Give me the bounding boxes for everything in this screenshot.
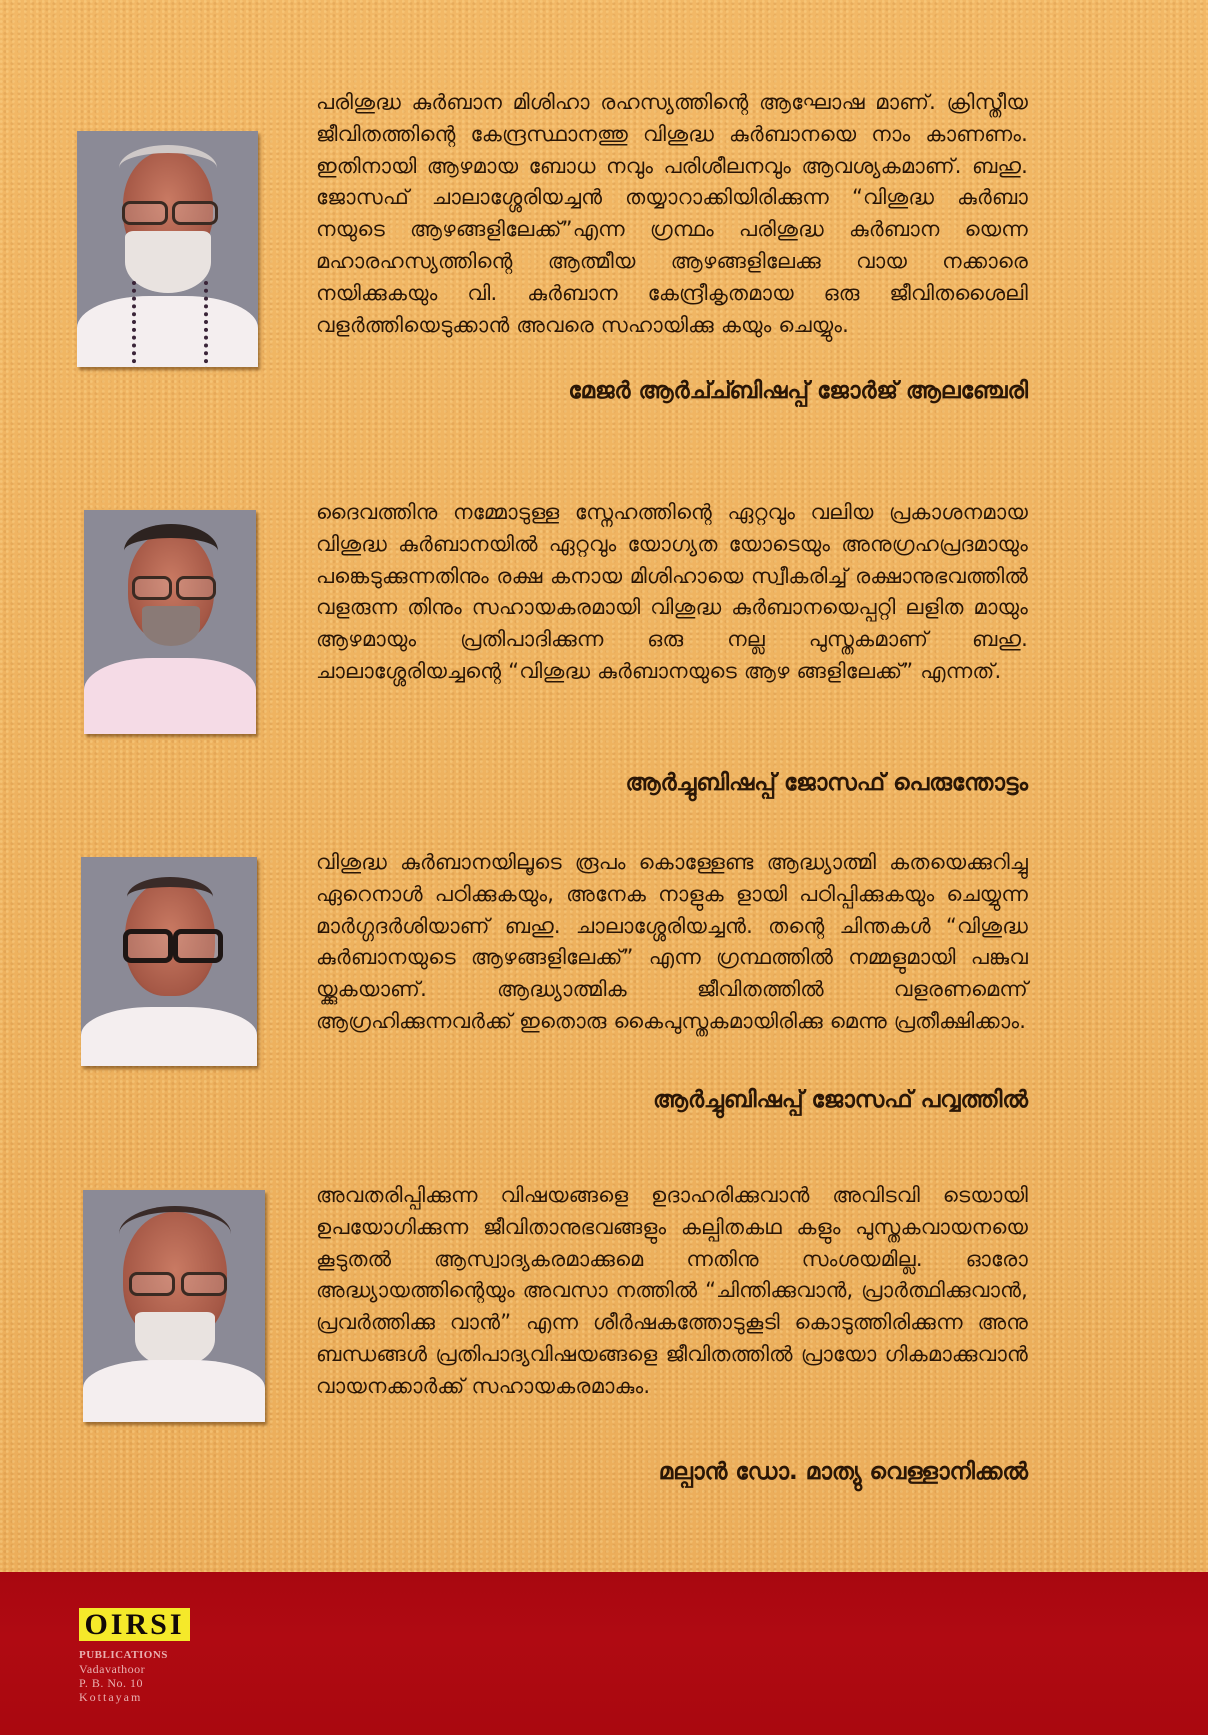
- publisher-logo: OIRSI: [79, 1608, 190, 1641]
- endorsement-text-4: അവതരിപ്പിക്കുന്ന വിഷയങ്ങളെ ഉദാഹരിക്കുവാൻ അവിടവി ടെയായി ഉപയോഗിക്കുന്ന ജീവിതാനുഭവങ്ങളും കല്പിതകഥ കളും പുസ്തകവായനയെ കൂടുതൽ ആസ്വാദ്യകരമാക്കുമെ ന്നതിനു സംശയമില്ല. ഓരോ അദ്ധ്യായത്തിന്റെയും അവസാ നത്തിൽ “ചിന്തിക്കുവാൻ, പ്രാർത്ഥിക്കുവാൻ, പ്രവർത്തിക്കു വാൻ” എന്ന ശീർഷകത്തോടുകൂടി കൊടുത്തിരിക്കുന്ന അനു ബന്ധങ്ങൾ പ്രതിപാദ്യവിഷയങ്ങളെ ജീവിതത്തിൽ പ്രായോ ഗികമാക്കുവാൻ വായനക്കാർക്ക് സഹായകരമാകും.: [316, 1183, 1028, 1398]
- endorsement-text-1: പരിശുദ്ധ കുർബാന മിശിഹാ രഹസ്യത്തിന്റെ ആഘോഷ മാണ്. ക്രിസ്തീയ ജീവിതത്തിന്റെ കേന്ദ്രസ്ഥാനത്തു വിശുദ്ധ കുർബാനയെ നാം കാണണം. ഇതിനായി ആഴമായ ബോധ നവും പരിശീലനവും ആവശ്യകമാണ്. ബഹു. ജോസഫ് ചാലാശ്ശേരിയച്ചൻ തയ്യാറാക്കിയിരിക്കുന്ന “വിശുദ്ധ കുർബാ നയുടെ ആഴങ്ങളിലേക്ക്”എന്ന ഗ്രന്ഥം പരിശുദ്ധ കുർബാന യെന്ന മഹാരഹസ്യത്തിന്റെ ആത്മീയ ആഴങ്ങളിലേക്കു വായ നക്കാരെ നയിക്കുകയും വി. കുർബാന കേന്ദ്രീകൃതമായ ഒരു ജീവിതശൈലി വളർത്തിയെടുക്കാൻ അവരെ സഹായിക്കു കയും ചെയ്യും.: [316, 90, 1028, 337]
- endorsement-signature-2: ആർച്ചുബിഷപ്പ് ജോസഫ് പെരുന്തോട്ടം: [625, 770, 1028, 796]
- publisher-name: PUBLICATIONS: [79, 1649, 168, 1661]
- portrait-photo-3: [81, 857, 257, 1066]
- publisher-address-line-2: P. B. No. 10: [79, 1676, 144, 1690]
- endorsement-signature-1: മേജർ ആർച്ച്ബിഷപ്പ് ജോർജ് ആലഞ്ചേരി: [568, 378, 1028, 404]
- publisher-address-line-3: Kottayam: [79, 1690, 143, 1704]
- endorsement-text-2: ദൈവത്തിനു നമ്മോടുള്ള സ്നേഹത്തിന്റെ ഏറ്റവും വലിയ പ്രകാശനമായ വിശുദ്ധ കുർബാനയിൽ ഏറ്റവും യോഗ്യത യോടെയും അനുഗ്രഹപ്രദമായും പങ്കെടുക്കുന്നതിനും രക്ഷ കനായ മിശിഹായെ സ്വീകരിച്ച് രക്ഷാനുഭവത്തിൽ വളരുന്ന തിനും സഹായകരമായി വിശുദ്ധ കുർബാനയെപ്പറ്റി ലളിത മായും ആഴമായും പ്രതിപാദിക്കുന്ന ഒരു നല്ല പുസ്തകമാണ് ബഹു. ചാലാശ്ശേരിയച്ചന്റെ “വിശുദ്ധ കുർബാനയുടെ ആഴ ങ്ങളിലേക്ക്” എന്നത്.: [316, 500, 1028, 683]
- portrait-photo-4: [83, 1190, 265, 1422]
- endorsement-signature-3: ആർച്ചുബിഷപ്പ് ജോസഫ് പവ്വത്തിൽ: [653, 1087, 1028, 1113]
- publisher-address-line-1: Vadavathoor: [79, 1662, 146, 1676]
- endorsement-signature-4: മല്പാൻ ഡോ. മാത്യു വെള്ളാനിക്കൽ: [658, 1459, 1028, 1485]
- portrait-photo-2: [84, 510, 256, 734]
- publisher-band: [0, 1572, 1208, 1735]
- endorsement-text-3: വിശുദ്ധ കുർബാനയിലൂടെ രൂപം കൊള്ളേണ്ട ആദ്ധ്യാത്മി കതയെക്കുറിച്ചു ഏറെനാൾ പഠിക്കുകയും, അനേക നാളുക ളായി പഠിപ്പിക്കുകയും ചെയ്യുന്ന മാർഗ്ഗദർശിയാണ് ബഹു. ചാലാശ്ശേരിയച്ചൻ. തന്റെ ചിന്തകൾ “വിശുദ്ധ കുർബാനയുടെ ആഴങ്ങളിലേക്ക്” എന്ന ഗ്രന്ഥത്തിൽ നമ്മളുമായി പങ്കുവ യ്ക്കുകയാണ്. ആദ്ധ്യാത്മിക ജീവിതത്തിൽ വളരണമെന്ന് ആഗ്രഹിക്കുന്നവർക്ക് ഇതൊരു കൈപുസ്തകമായിരിക്കു മെന്നു പ്രതീക്ഷിക്കാം.: [316, 850, 1028, 1033]
- portrait-photo-1: [77, 131, 258, 367]
